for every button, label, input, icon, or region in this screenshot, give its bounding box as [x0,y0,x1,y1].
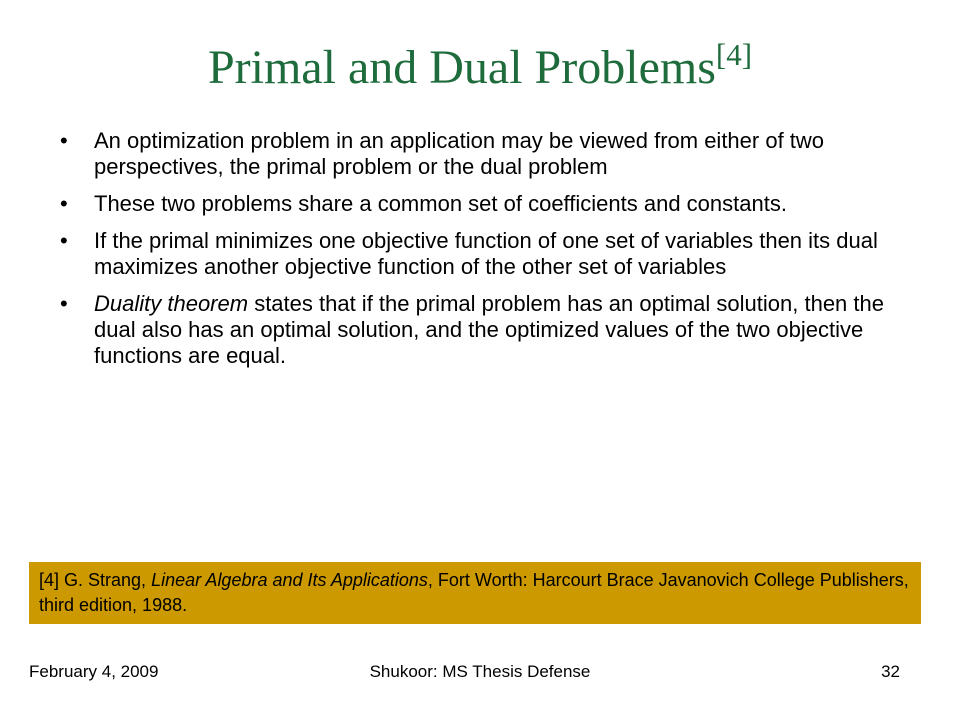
bullet-item [58,228,918,280]
footer-page-number: 32 [881,662,900,681]
slide-title-text: Primal and Dual Problems [207,41,716,94]
bullet-text [94,291,884,368]
bullet-text [94,191,787,216]
bullet-marker: • [60,128,68,153]
footer-presentation-title: Shukoor: MS Thesis Defense [369,662,591,681]
bullet-marker: • [60,291,68,316]
reference-suffix: , Fort Worth: Harcourt Brace Javanovich College Publishers, third edition, 1988. [39,570,909,615]
bullet-lead-italic: Duality theorem [94,291,249,316]
reference-prefix: [4] G. Strang, [39,570,152,590]
bullet-item [58,191,918,217]
bullet-body: If the primal minimizes one objective function of one set of variables then its dual maximizes another objective function of the other set of variables [94,228,878,279]
bullet-body: These two problems share a common set of coefficients and constants. [94,191,787,216]
bullet-text [94,128,824,179]
bullet-item [58,291,918,369]
bullet-item [58,128,918,180]
bullet-marker: • [60,191,68,216]
bullet-text [94,228,878,279]
bullet-marker: • [60,228,68,253]
bullet-body: An optimization problem in an application may be viewed from either of two perspectives, the primal problem or the dual problem [94,128,825,179]
bullet-list [58,128,918,380]
reference-box [29,562,921,624]
bullet-body: states that if the primal problem has an optimal solution, then the dual also has an optimal solution, and the optimized values of the two objective functions are equal. [94,291,884,368]
title-citation: [4] [715,37,753,72]
footer-date: February 4, 2009 [29,662,159,681]
reference-book-title: Linear Algebra and Its Applications [151,570,428,590]
slide-title [0,38,960,103]
